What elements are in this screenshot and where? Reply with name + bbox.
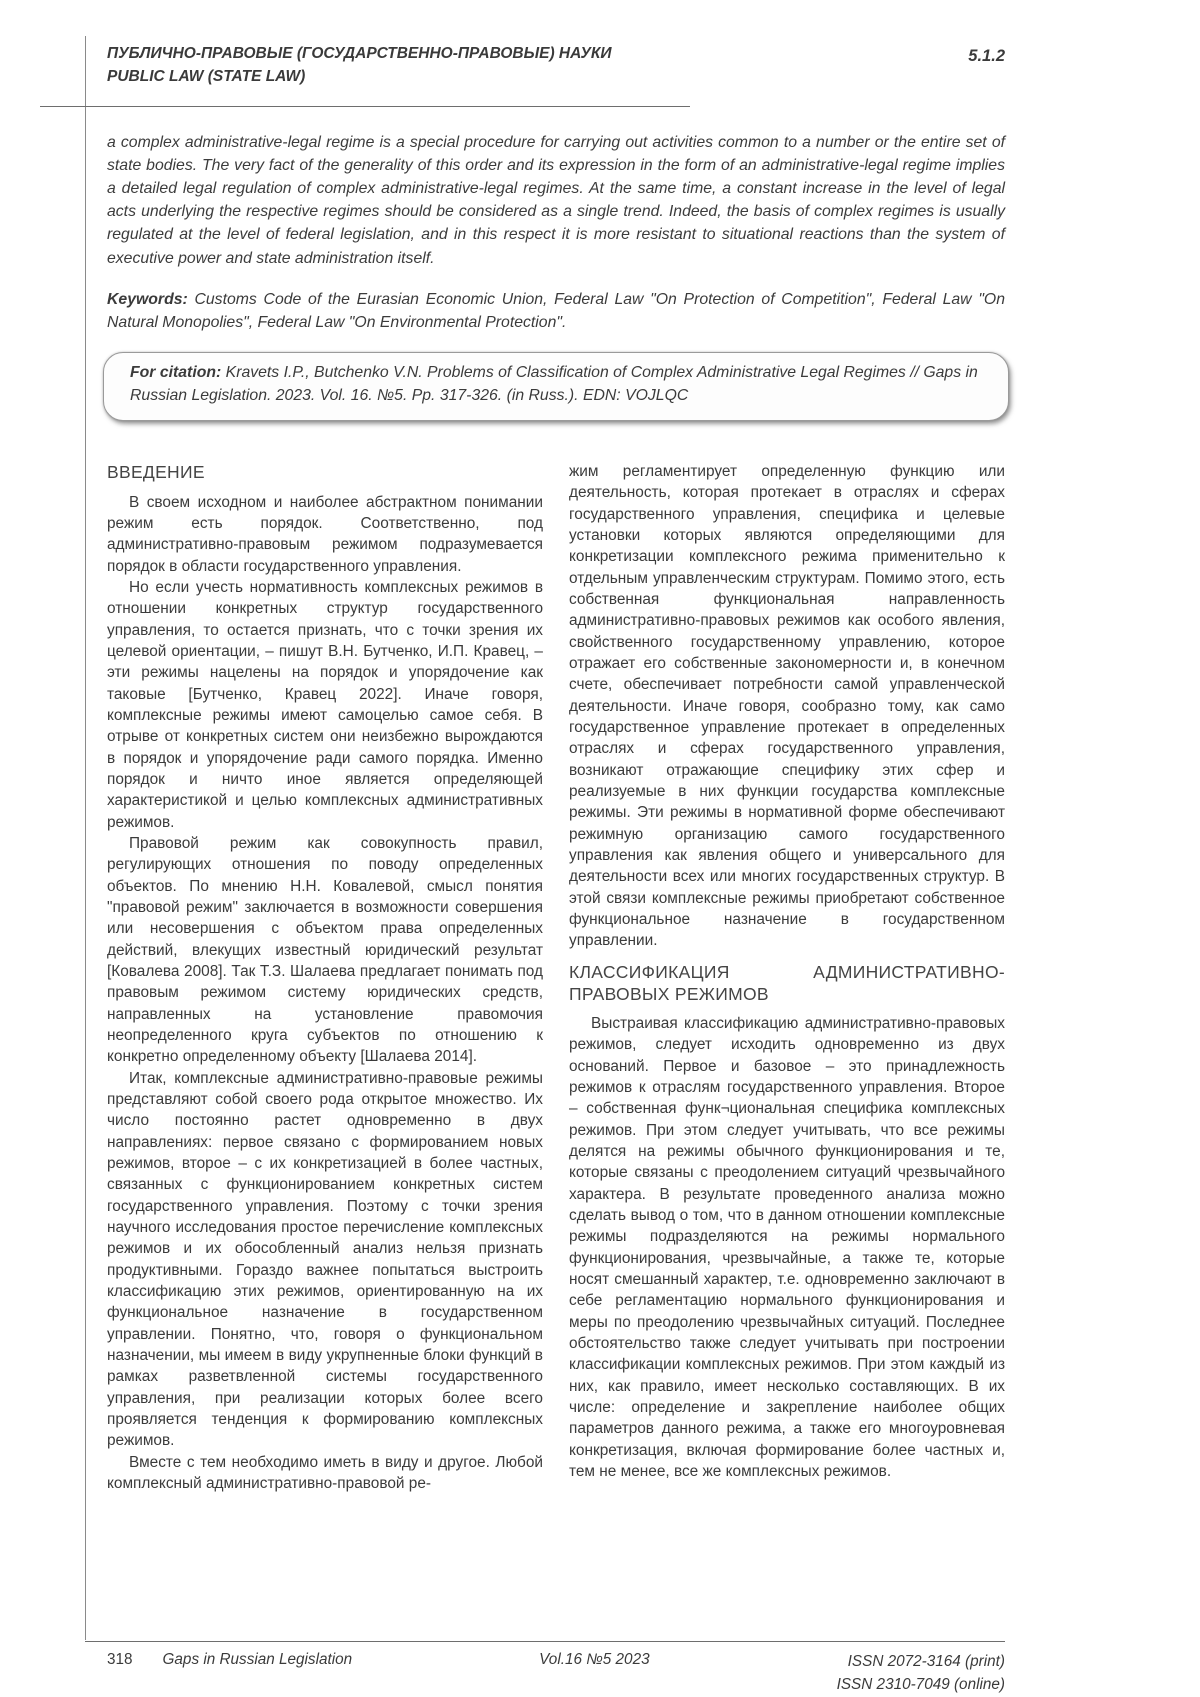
- paragraph: Правовой режим как совокупность правил, регулирующих отношения по поводу определенных объектов. По мнению Н.Н. Ковалевой, смысл понятия "правовой режим" заключается в возможности совершения или несовершения с объектом права определенных действий, влекущих известный юридический результат [Ковалева 2008]. Так Т.З. Шалаева предлагает понимать под правовым режимом систему юридических средств, направленных на установление правомочия неопределенного круга субъектов по отношению к конкретно определенному объекту [Шалаева 2014].: [107, 835, 543, 1066]
- citation-label: For citation:: [130, 364, 222, 382]
- footer-divider: [85, 1641, 1005, 1642]
- page-number: 318: [107, 1651, 133, 1668]
- issn-print: ISSN 2072-3164 (print): [847, 1653, 1005, 1670]
- paragraph: Итак, комплексные административно-правовые режимы представляют собой своего рода открытое множество. Их число постоянно растет одновременно в двух направлениях: первое связано с формированием новых режимов, второе – с их конкретизацией в более частных, связанных с функционированием конкретных систем государственного управления. Поэтому с точки зрения научного исследования простое перечисление комплексных режимов и их обособленный анализ нельзя признать продуктивными. Гораздо важнее попытаться выстроить классификацию этих режимов, ориентированную на их функциональное назначение в государственном управлении. Понятно, что, говоря о функциональном назначении, мы имеем в виду укрупненные блоки функций в рамках разветвленной системы государственного управления, при реализации которых более всего проявляется тенденция к формированию комплексных режимов.: [107, 1069, 543, 1450]
- issn-block: [837, 1651, 1005, 1697]
- heading-classification: КЛАССИФИКАЦИЯ АДМИНИСТРАТИВНО-ПРАВОВЫХ РЕЖИМОВ: [569, 961, 1005, 1005]
- paragraph: Выстраивая классификацию административно-правовых режимов, следует исходить одновременно из двух оснований. Первое и базовое – это принадлежность режимов к отраслям государственного управления. Второе – собственная функ¬циональная специфика комплексных режимов. При этом следует учитывать, что все режимы делятся на режимы обычного функционирования и те, которые связаны с преодолением ситуаций чрезвычайного характера. В результате проведенного анализа можно сделать вывод о том, что в данном отношении комплексные режимы подразделяются на режимы нормального функционирования, чрезвычайные, а также те, которые носят смешанный характер, т.е. одновременно заключают в себе регламентацию нормального функционирования и меры по преодолению чрезвычайных ситуаций. Последнее обстоятельство также следует учитывать при построении классификации комплексных режимов. При этом каждый из них, как правило, имеет несколько составляющих. В их числе: определение и закрепление наиболее общих параметров данного режима, а также его многоуровневая конкретизация, включая формирование более частных и, тем не менее, все же комплексных режимов.: [569, 1015, 1005, 1480]
- volume-info: Vol.16 №5 2023: [539, 1651, 650, 1668]
- keywords-text: Customs Code of the Eurasian Economic Union, Federal Law "On Protection of Competition", Federal Law "On Natural Monopolies", Federal Law "On Environmental Protection".: [107, 290, 1005, 332]
- abstract-text: a complex administrative-legal regime is a special procedure for carrying out activities common to a number or the entire set of state bodies. The very fact of the generality of this order and its expression in the form of an administrative-legal regime implies a detailed legal regulation of complex administrative-legal regimes. At the same time, a constant increase in the level of legal acts underlying the respective regimes should be considered as a single trend. Indeed, the basis of complex regimes is usually regulated at the level of federal legislation, and in this respect it is more resistant to situational reactions than the system of executive power and state administration itself.: [107, 133, 1005, 267]
- page-header: [107, 42, 1005, 89]
- paragraph: В своем исходном и наиболее абстрактном понимании режим есть порядок. Соответственно, под административно-правовым режимом подразумевается порядок в области государственного управления.: [107, 493, 543, 575]
- section-title-en: PUBLIC LAW (STATE LAW): [107, 68, 306, 86]
- left-column: [107, 461, 543, 1494]
- heading-introduction: ВВЕДЕНИЕ: [107, 462, 205, 483]
- left-margin-rule: [85, 36, 86, 1640]
- right-column: [569, 461, 1005, 1494]
- citation-text: Kravets I.P., Butchenko V.N. Problems of Classification of Complex Administrative Legal Regimes // Gaps in Russian Legislation. 2023. Vol. 16. №5. Pp. 317-326. (in Russ.). EDN: VOJLQC: [130, 364, 978, 405]
- keywords-label: Keywords:: [107, 290, 188, 308]
- journal-name: Gaps in Russian Legislation: [162, 1651, 353, 1668]
- body-columns: [107, 461, 1005, 1494]
- section-code: 5.1.2: [968, 47, 1005, 65]
- paragraph-continuation: жим регламентирует определенную функцию или деятельность, которая протекает в отраслях и сферах государственного управления, специфика и целевые установки которых являются определяющими для конкретизации комплексного режима применительно к отдельным управленческим структурам. Помимо этого, есть собственная функциональная направленность административно-правовых режимов как особого явления, свойственного государственному управлению, которое отражает его собственные закономерности и, в конечном счете, обеспечивает потребности самой управленческой деятельности. Иначе говоря, сообразно тому, как само государственное управление протекает в определенных отраслях и сферах государственного управления, возникают отражающие специфику этих сфер и реализуемые в них функции государства комплексные режимы. Эти режимы в нормативной форме обеспечивают режимную организацию самого государственного управления как явления общего и универсального для деятельности всех или многих государственных структур. В этой связи комплексные режимы приобретают собственное функциональное назначение в государственном управлении.: [569, 463, 1005, 950]
- keywords-block: [107, 288, 1005, 334]
- paragraph: Но если учесть нормативность комплексных режимов в отношении конкретных структур государственного управления, то остается признать, что с точки зрения их целевой ориентации, – пишут В.Н. Бутченко, И.П. Кравец, – эти режимы нацелены на порядок и упорядочение как таковые [Бутченко, Кравец 2022]. Иначе говоря, комплексные режимы имеют самоцелью самое себя. В отрыве от конкретных систем они неизбежно вырождаются в порядок и упорядочение ради самого порядка. Именно порядок и ничто иное является определяющей характеристикой и целью комплексных административных режимов.: [107, 579, 543, 831]
- section-titles: [107, 42, 612, 89]
- page-footer: [107, 1651, 1005, 1697]
- section-title-ru: ПУБЛИЧНО-ПРАВОВЫЕ (ГОСУДАРСТВЕННО-ПРАВОВЫЕ) НАУКИ: [107, 45, 612, 62]
- paragraph: Вместе с тем необходимо иметь в виду и другое. Любой комплексный административно-правовой ре-: [107, 1453, 543, 1492]
- page-content: [107, 42, 1005, 1494]
- footer-left: [107, 1651, 352, 1669]
- issn-online: ISSN 2310-7049 (online): [836, 1675, 1005, 1693]
- citation-box: [103, 352, 1009, 421]
